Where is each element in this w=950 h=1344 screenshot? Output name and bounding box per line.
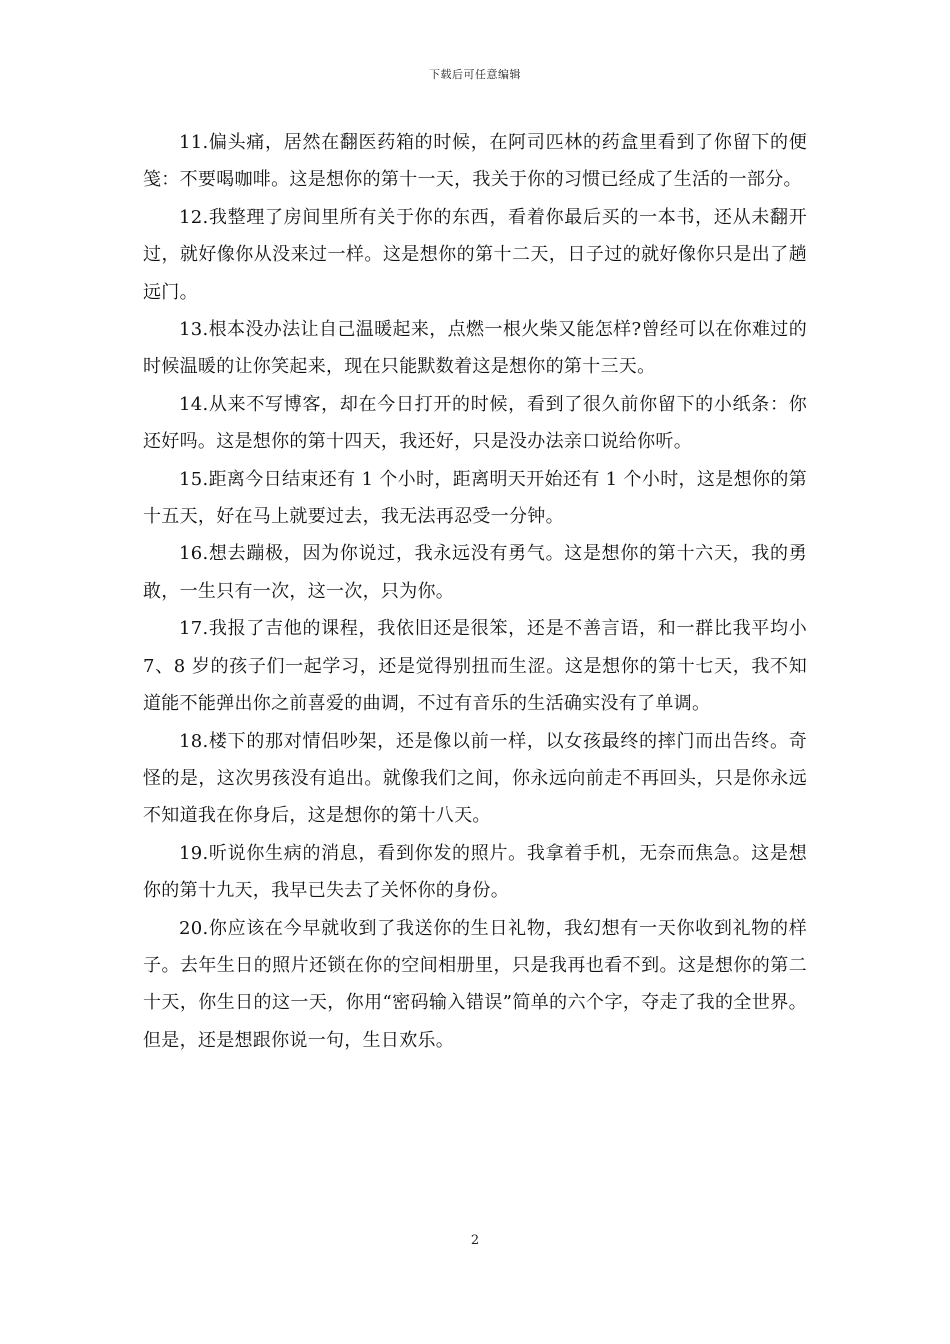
paragraph-19: 19.听说你生病的消息，看到你发的照片。我拿着手机，无奈而焦急。这是想你的第十九天，我早已失去了关怀你的身份。 <box>143 842 807 902</box>
document-body <box>143 124 807 1059</box>
paragraph-15: 15.距离今日结束还有 1 个小时，距离明天开始还有 1 个小时，这是想你的第十五天，好在马上就要过去，我无法再忍受一分钟。 <box>143 468 807 528</box>
paragraph-14: 14.从来不写博客，却在今日打开的时候，看到了很久前你留下的小纸条：你还好吗。这是想你的第十四天，我还好，只是没办法亲口说给你听。 <box>143 393 807 453</box>
paragraph-20: 20.你应该在今早就收到了我送你的生日礼物，我幻想有一天你收到礼物的样子。去年生日的照片还锁在你的空间相册里，只是我再也看不到。这是想你的第二十天，你生日的这一天，你用“密码输入错误”简单的六个字，夺走了我的全世界。但是，还是想跟你说一句，生日欢乐。 <box>143 917 807 1051</box>
page-number: 2 <box>470 1233 480 1248</box>
paragraph-16: 16.想去蹦极，因为你说过，我永远没有勇气。这是想你的第十六天，我的勇敢，一生只有一次，这一次，只为你。 <box>143 543 807 602</box>
paragraph-12: 12.我整理了房间里所有关于你的东西，看着你最后买的一本书，还从未翻开过，就好像你从没来过一样。这是想你的第十二天，日子过的就好像你只是出了趟远门。 <box>143 206 807 303</box>
paragraph-18: 18.楼下的那对情侣吵架，还是像以前一样，以女孩最终的摔门而出告终。奇怪的是，这次男孩没有追出。就像我们之间，你永远向前走不再回头，只是你永远不知道我在你身后，这是想你的第十八天。 <box>143 730 807 827</box>
paragraph-11: 11.偏头痛，居然在翻医药箱的时候，在阿司匹林的药盒里看到了你留下的便笺：不要喝咖啡。这是想你的第十一天，我关于你的习惯已经成了生活的一部分。 <box>143 132 807 191</box>
paragraph-13: 13.根本没办法让自己温暖起来，点燃一根火柴又能怎样?曾经可以在你难过的时候温暖的让你笑起来，现在只能默数着这是想你的第十三天。 <box>143 319 807 378</box>
page-header: 下载后可任意编辑 <box>429 68 521 81</box>
paragraph-17: 17.我报了吉他的课程，我依旧还是很笨，还是不善言语，和一群比我平均小 7、8 岁的孩子们一起学习，还是觉得别扭而生涩。这是想你的第十七天，我不知道能不能弹出你之前喜爱的曲调，不过有音乐的生活确实没有了单调。 <box>143 618 807 715</box>
